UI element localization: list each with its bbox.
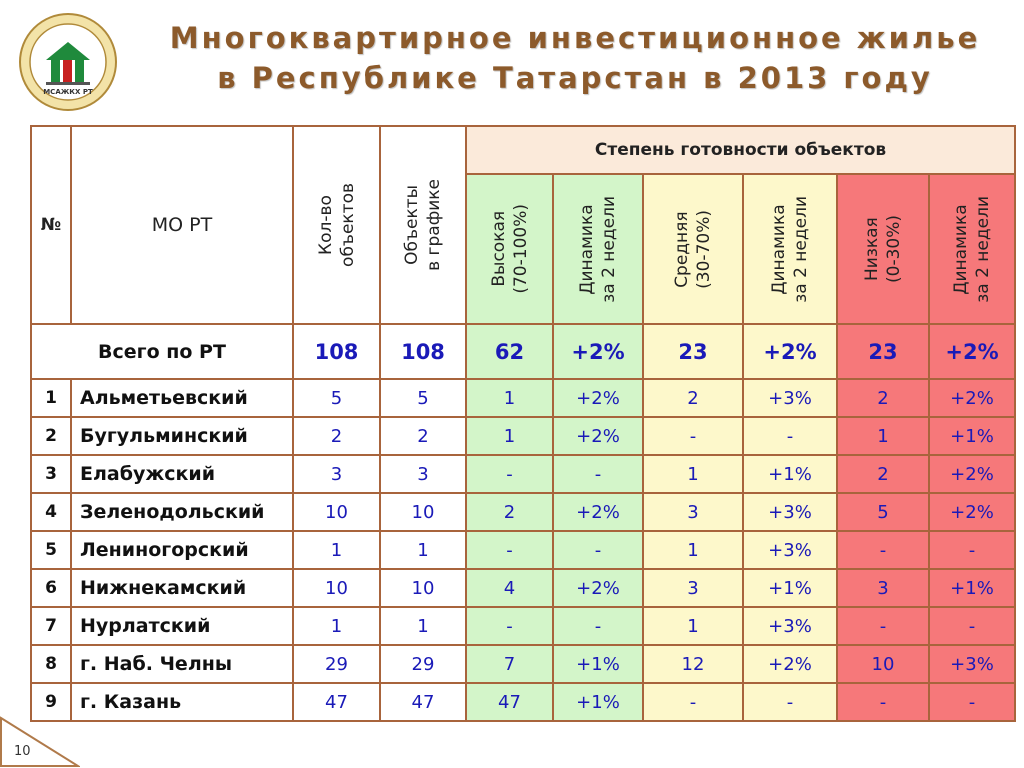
cell-high-dynamics: +2% (553, 379, 643, 417)
cell-schedule: 47 (380, 683, 466, 721)
cell-low-dynamics: - (929, 531, 1015, 569)
page-number: 10 (14, 744, 31, 759)
cell-high: 7 (466, 645, 553, 683)
cell-mid-dynamics: +1% (743, 455, 837, 493)
cell-low: 1 (837, 417, 929, 455)
row-number: 9 (31, 683, 71, 721)
cell-mid: 3 (643, 569, 743, 607)
header-low-dynamics: Динамика за 2 недели (929, 174, 1015, 324)
cell-count: 3 (293, 455, 380, 493)
cell-count: 10 (293, 493, 380, 531)
table-row (31, 417, 1015, 455)
cell-schedule: 10 (380, 493, 466, 531)
readiness-table (30, 125, 1016, 722)
cell-low-dynamics: +2% (929, 455, 1015, 493)
table-row (31, 607, 1015, 645)
header-mo: МО РТ (71, 126, 293, 324)
cell-high: - (466, 455, 553, 493)
table-row (31, 493, 1015, 531)
header-count: Кол-во объектов (293, 126, 380, 324)
header-readiness-group: Степень готовности объектов (466, 126, 1015, 174)
table-row (31, 455, 1015, 493)
total-mid-dynamics: +2% (743, 324, 837, 379)
total-high-dynamics: +2% (553, 324, 643, 379)
cell-low: 2 (837, 455, 929, 493)
total-count: 108 (293, 324, 380, 379)
cell-mid-dynamics: +3% (743, 607, 837, 645)
header-mid: Средняя (30-70%) (643, 174, 743, 324)
table-row (31, 683, 1015, 721)
cell-mid: 3 (643, 493, 743, 531)
cell-schedule: 29 (380, 645, 466, 683)
row-number: 2 (31, 417, 71, 455)
cell-count: 47 (293, 683, 380, 721)
cell-mid: 1 (643, 607, 743, 645)
cell-low: - (837, 607, 929, 645)
cell-low: 2 (837, 379, 929, 417)
cell-high-dynamics: +1% (553, 645, 643, 683)
page-title (140, 18, 1010, 98)
cell-high-dynamics: +2% (553, 493, 643, 531)
cell-high-dynamics: - (553, 455, 643, 493)
cell-low-dynamics: +2% (929, 379, 1015, 417)
header-high: Высокая (70-100%) (466, 174, 553, 324)
row-mo: Нижнекамский (71, 569, 293, 607)
row-mo: Бугульминский (71, 417, 293, 455)
row-number: 5 (31, 531, 71, 569)
cell-mid: - (643, 683, 743, 721)
cell-high: - (466, 531, 553, 569)
cell-high-dynamics: +2% (553, 569, 643, 607)
cell-low-dynamics: - (929, 683, 1015, 721)
row-mo: Альметьевский (71, 379, 293, 417)
total-low: 23 (837, 324, 929, 379)
cell-mid-dynamics: +3% (743, 493, 837, 531)
row-number: 1 (31, 379, 71, 417)
cell-mid: 2 (643, 379, 743, 417)
row-mo: Лениногорский (71, 531, 293, 569)
row-number: 3 (31, 455, 71, 493)
title-line-1: Многоквартирное инвестиционное жилье (169, 21, 981, 55)
cell-schedule: 3 (380, 455, 466, 493)
cell-mid: 12 (643, 645, 743, 683)
table-row (31, 569, 1015, 607)
cell-high-dynamics: +2% (553, 417, 643, 455)
header-num: № (31, 126, 71, 324)
cell-mid-dynamics: +3% (743, 531, 837, 569)
cell-low-dynamics: +1% (929, 417, 1015, 455)
cell-low-dynamics: +2% (929, 493, 1015, 531)
cell-mid: 1 (643, 455, 743, 493)
cell-high: 1 (466, 379, 553, 417)
cell-high-dynamics: - (553, 607, 643, 645)
cell-mid-dynamics: +3% (743, 379, 837, 417)
cell-high-dynamics: - (553, 531, 643, 569)
page-number-shape (0, 716, 80, 768)
table-row (31, 379, 1015, 417)
cell-count: 5 (293, 379, 380, 417)
cell-schedule: 5 (380, 379, 466, 417)
cell-low-dynamics: +3% (929, 645, 1015, 683)
row-number: 8 (31, 645, 71, 683)
cell-schedule: 1 (380, 607, 466, 645)
house-emblem-icon (18, 12, 118, 112)
cell-high: 4 (466, 569, 553, 607)
cell-high: 1 (466, 417, 553, 455)
total-high: 62 (466, 324, 553, 379)
row-mo: г. Казань (71, 683, 293, 721)
cell-low: - (837, 531, 929, 569)
header-high-dynamics: Динамика за 2 недели (553, 174, 643, 324)
cell-mid-dynamics: - (743, 417, 837, 455)
cell-high: - (466, 607, 553, 645)
cell-mid-dynamics: - (743, 683, 837, 721)
cell-low-dynamics: - (929, 607, 1015, 645)
cell-low: 5 (837, 493, 929, 531)
cell-low: 10 (837, 645, 929, 683)
row-number: 7 (31, 607, 71, 645)
table-row (31, 645, 1015, 683)
row-mo: Елабужский (71, 455, 293, 493)
total-schedule: 108 (380, 324, 466, 379)
total-row (31, 324, 1015, 379)
row-number: 6 (31, 569, 71, 607)
cell-count: 1 (293, 531, 380, 569)
cell-schedule: 1 (380, 531, 466, 569)
cell-schedule: 2 (380, 417, 466, 455)
header-mid-dynamics: Динамика за 2 недели (743, 174, 837, 324)
cell-schedule: 10 (380, 569, 466, 607)
cell-high-dynamics: +1% (553, 683, 643, 721)
logo (18, 12, 118, 112)
cell-mid-dynamics: +1% (743, 569, 837, 607)
cell-mid: - (643, 417, 743, 455)
cell-low: - (837, 683, 929, 721)
row-mo: г. Наб. Челны (71, 645, 293, 683)
row-mo: Нурлатский (71, 607, 293, 645)
row-mo: Зеленодольский (71, 493, 293, 531)
cell-mid-dynamics: +2% (743, 645, 837, 683)
cell-mid: 1 (643, 531, 743, 569)
cell-high: 2 (466, 493, 553, 531)
cell-high: 47 (466, 683, 553, 721)
total-low-dynamics: +2% (929, 324, 1015, 379)
cell-count: 2 (293, 417, 380, 455)
logo-text: МСАЖКХ РТ (43, 88, 93, 96)
cell-low-dynamics: +1% (929, 569, 1015, 607)
total-label: Всего по РТ (31, 324, 293, 379)
row-number: 4 (31, 493, 71, 531)
header-schedule: Объекты в графике (380, 126, 466, 324)
title-line-2: в Республике Татарстан в 2013 году (217, 61, 933, 95)
total-mid: 23 (643, 324, 743, 379)
cell-count: 29 (293, 645, 380, 683)
table-row (31, 531, 1015, 569)
header-low: Низкая (0-30%) (837, 174, 929, 324)
cell-count: 10 (293, 569, 380, 607)
cell-low: 3 (837, 569, 929, 607)
cell-count: 1 (293, 607, 380, 645)
